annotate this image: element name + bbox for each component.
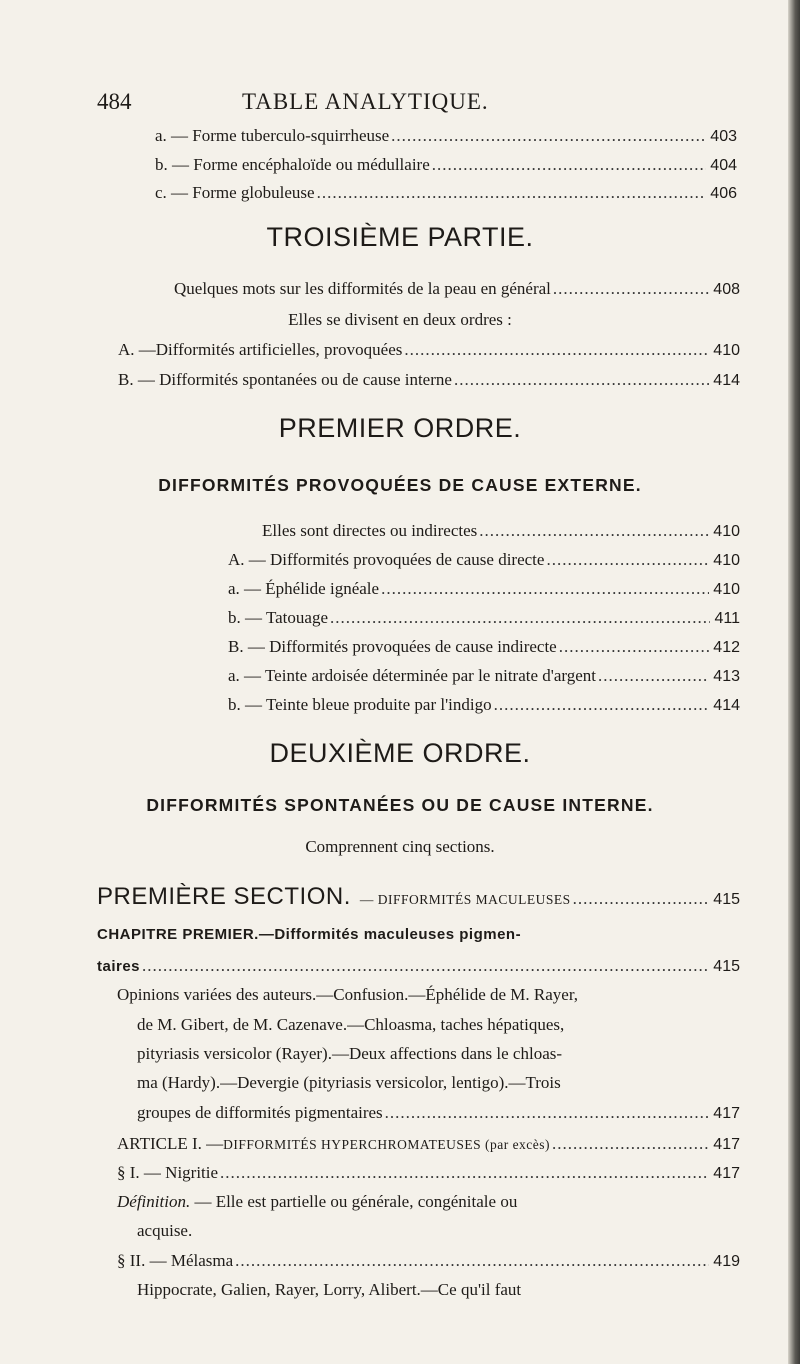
toc-entry-page: 414 xyxy=(713,697,740,714)
chapter-heading: CHAPITRE PREMIER.—Difformités maculeuses pigmen- xyxy=(97,926,522,943)
summary-line: ma (Hardy).—Devergie (pityriasis versicolor, lentigo).—Trois xyxy=(137,1073,561,1092)
toc-entry-page: 410 xyxy=(713,581,740,598)
toc-entry xyxy=(262,521,740,541)
toc-entry-page: 419 xyxy=(713,1253,740,1270)
second-order-subtitle: DIFFORMITÉS SPONTANÉES OU DE CAUSE INTERNE. xyxy=(146,795,654,815)
toc-entry xyxy=(228,695,740,715)
running-title: TABLE ANALYTIQUE. xyxy=(242,89,489,114)
summary-last-line xyxy=(137,1103,740,1123)
toc-entry xyxy=(228,550,740,570)
toc-entry xyxy=(155,126,737,146)
sections-note: Comprennent cinq sections. xyxy=(305,837,495,856)
section-heading xyxy=(97,883,740,911)
definition-text: — Elle est partielle ou générale, congénitale ou xyxy=(190,1192,518,1211)
toc-entry-page: 410 xyxy=(713,552,740,569)
section-subtitle: — DIFFORMITÉS MACULEUSES xyxy=(359,892,571,907)
toc-entry-label: a. — Teinte ardoisée déterminée par le nitrate d'argent xyxy=(228,666,596,685)
toc-entry-page: 406 xyxy=(710,185,737,202)
toc-entry-label: a. — Éphélide ignéale xyxy=(228,579,380,598)
toc-entry-page: 417 xyxy=(713,1165,740,1182)
toc-entry-label: B. — Difformités provoquées de cause indirecte xyxy=(228,637,557,656)
article-heading xyxy=(117,1134,740,1154)
toc-entry-label: B. — Difformités spontanées ou de cause interne xyxy=(118,370,452,389)
summary-line: Hippocrate, Galien, Rayer, Lorry, Alibert.—Ce qu'il faut xyxy=(137,1280,522,1299)
summary-page: 417 xyxy=(713,1105,740,1122)
page-number: 484 xyxy=(97,89,132,114)
summary-line: Opinions variées des auteurs.—Confusion.—Éphélide de M. Rayer, xyxy=(117,985,579,1004)
toc-entry xyxy=(155,155,737,175)
toc-entry-label: Elles sont directes ou indirectes xyxy=(262,521,478,540)
division-note: Elles se divisent en deux ordres : xyxy=(288,310,512,329)
second-order-title: DEUXIÈME ORDRE. xyxy=(269,738,531,768)
definition-line xyxy=(117,1193,517,1210)
toc-entry xyxy=(155,183,737,203)
section-page: 415 xyxy=(713,891,740,908)
summary-last-text: groupes de difformités pigmentaires xyxy=(137,1103,383,1122)
part-title: TROISIÈME PARTIE. xyxy=(266,222,534,252)
toc-entry-label: a. — Forme tuberculo-squirrheuse xyxy=(155,126,390,145)
summary-line: de M. Gibert, de M. Cazenave.—Chloasma, taches hépatiques, xyxy=(137,1015,565,1034)
toc-entry-label: Quelques mots sur les difformités de la peau en général xyxy=(174,279,551,298)
toc-entry-page: 403 xyxy=(710,128,737,145)
toc-entry-page: 404 xyxy=(710,157,737,174)
toc-entry-label: A. —Difformités artificielles, provoquées xyxy=(118,340,403,359)
first-order-subtitle: DIFFORMITÉS PROVOQUÉES DE CAUSE EXTERNE. xyxy=(158,475,642,495)
toc-entry-page: 408 xyxy=(713,281,740,298)
toc-entry xyxy=(228,579,740,599)
toc-entry-label: c. — Forme globuleuse xyxy=(155,183,315,202)
toc-entry-page: 414 xyxy=(713,372,740,389)
toc-entry-label: b. — Forme encéphaloïde ou médullaire xyxy=(155,155,430,174)
toc-entry-page: 413 xyxy=(713,668,740,685)
chapter-heading-cont xyxy=(97,956,740,976)
definition-cont: acquise. xyxy=(137,1221,193,1240)
chapter-heading-end: taires xyxy=(97,958,141,975)
toc-entry-label: b. — Tatouage xyxy=(228,608,328,627)
toc-entry-label: A. — Difformités provoquées de cause directe xyxy=(228,550,545,569)
article-page: 417 xyxy=(713,1136,740,1153)
chapter-page: 415 xyxy=(713,958,740,975)
article-title: DIFFORMITÉS HYPERCHROMATEUSES (par excès) xyxy=(223,1137,551,1152)
toc-entry-page: 411 xyxy=(714,610,740,627)
page-edge-shadow xyxy=(788,0,800,1364)
toc-entry-label: b. — Teinte bleue produite par l'indigo xyxy=(228,695,492,714)
toc-entry-page: 410 xyxy=(713,342,740,359)
toc-entry-page: 412 xyxy=(713,639,740,656)
toc-entry xyxy=(118,370,740,390)
definition-label: Définition. xyxy=(117,1192,191,1211)
summary-line: pityriasis versicolor (Rayer).—Deux affections dans le chloas- xyxy=(137,1044,563,1063)
section-title: PREMIÈRE SECTION. xyxy=(97,883,351,910)
toc-entry xyxy=(174,279,740,299)
first-order-title: PREMIER ORDRE. xyxy=(278,413,522,443)
toc-entry xyxy=(228,608,740,628)
toc-entry xyxy=(228,666,740,686)
toc-entry xyxy=(228,637,740,657)
toc-entry xyxy=(117,1251,740,1271)
article-label: ARTICLE I. — xyxy=(117,1134,224,1153)
toc-entry xyxy=(117,1163,740,1183)
toc-entry-page: 410 xyxy=(713,523,740,540)
toc-entry xyxy=(118,340,740,360)
toc-entry-label: § II. — Mélasma xyxy=(117,1251,234,1270)
toc-entry-label: § I. — Nigritie xyxy=(117,1163,219,1182)
